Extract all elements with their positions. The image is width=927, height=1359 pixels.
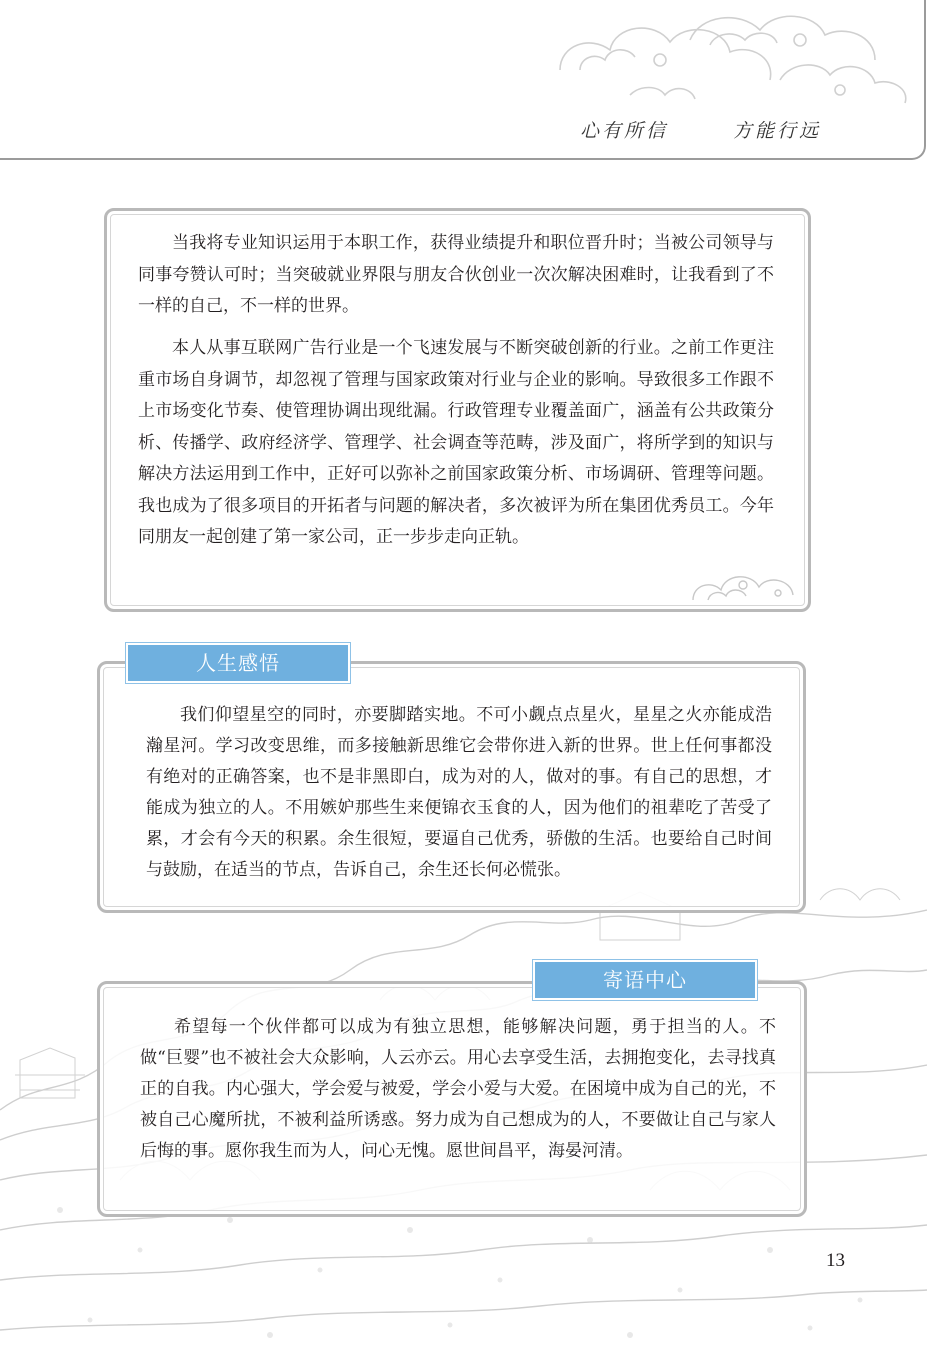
motto-right: 方能行远 [733,120,822,142]
section2-tab-label: 人生感悟 [126,643,350,683]
header-band [0,0,926,160]
section3-paragraph: 希望每一个伙伴都可以成为有独立思想，能够解决问题，勇于担当的人。不做“巨婴”也不被社会大众影响，人云亦云。用心去享受生活，去拥抱变化，去寻找真正的自我。内心强大，学会爱与被爱，学会小爱与大爱。在困境中成为自己的光，不被自己心魔所扰，不被利益所诱惑。努力成为自己想成为的人，不要做让自己与家人后悔的事。愿你我生而为人，问心无愧。愿世间昌平，海晏河清。 [140,1017,776,1161]
section2-paragraph: 我们仰望星空的同时，亦要脚踏实地。不可小觑点点星火，星星之火亦能成浩瀚星河。学习改变思维，而多接触新思维它会带你进入新的世界。世上任何事都没有绝对的正确答案，也不是非黑即白，成为对的人，做对的事。有自己的思想，才能成为独立的人。不用嫉妒那些生来便锦衣玉食的人，因为他们的祖辈吃了苦受了累，才会有今天的积累。余生很短，要逼自己优秀，骄傲的生活。也要给自己时间与鼓励，在适当的节点，告诉自己，余生还长何必慌张。 [146,705,772,880]
section1-paragraph-1: 当我将专业知识运用于本职工作，获得业绩提升和职位晋升时；当被公司领导与同事夸赞认可时；当突破就业界限与朋友合伙创业一次次解决困难时，让我看到了不一样的自己，不一样的世界。 [138,233,774,316]
cloud-ornament-icon [540,0,920,120]
page-number: 13 [826,1250,845,1271]
section1-paragraph-2: 本人从事互联网广告行业是一个飞速发展与不断突破创新的行业。之前工作更注重市场自身调节，却忽视了管理与国家政策对行业与企业的影响。导致很多工作跟不上市场变化节奏、使管理协调出现纰漏。行政管理专业覆盖面广，涵盖有公共政策分析、传播学、政府经济学、管理学、社会调查等范畴，涉及面广，将所学到的知识与解决方法运用到工作中，正好可以弥补之前国家政策分析、市场调研、管理等问题。我也成为了很多项目的开拓者与问题的解决者，多次被评为所在集团优秀员工。今年同朋友一起创建了第一家公司，正一步步走向正轨。 [138,338,774,547]
motto-left: 心有所信 [580,120,669,142]
cloud-corner-icon [683,555,803,607]
section3-tab-label: 寄语中心 [533,960,757,1000]
